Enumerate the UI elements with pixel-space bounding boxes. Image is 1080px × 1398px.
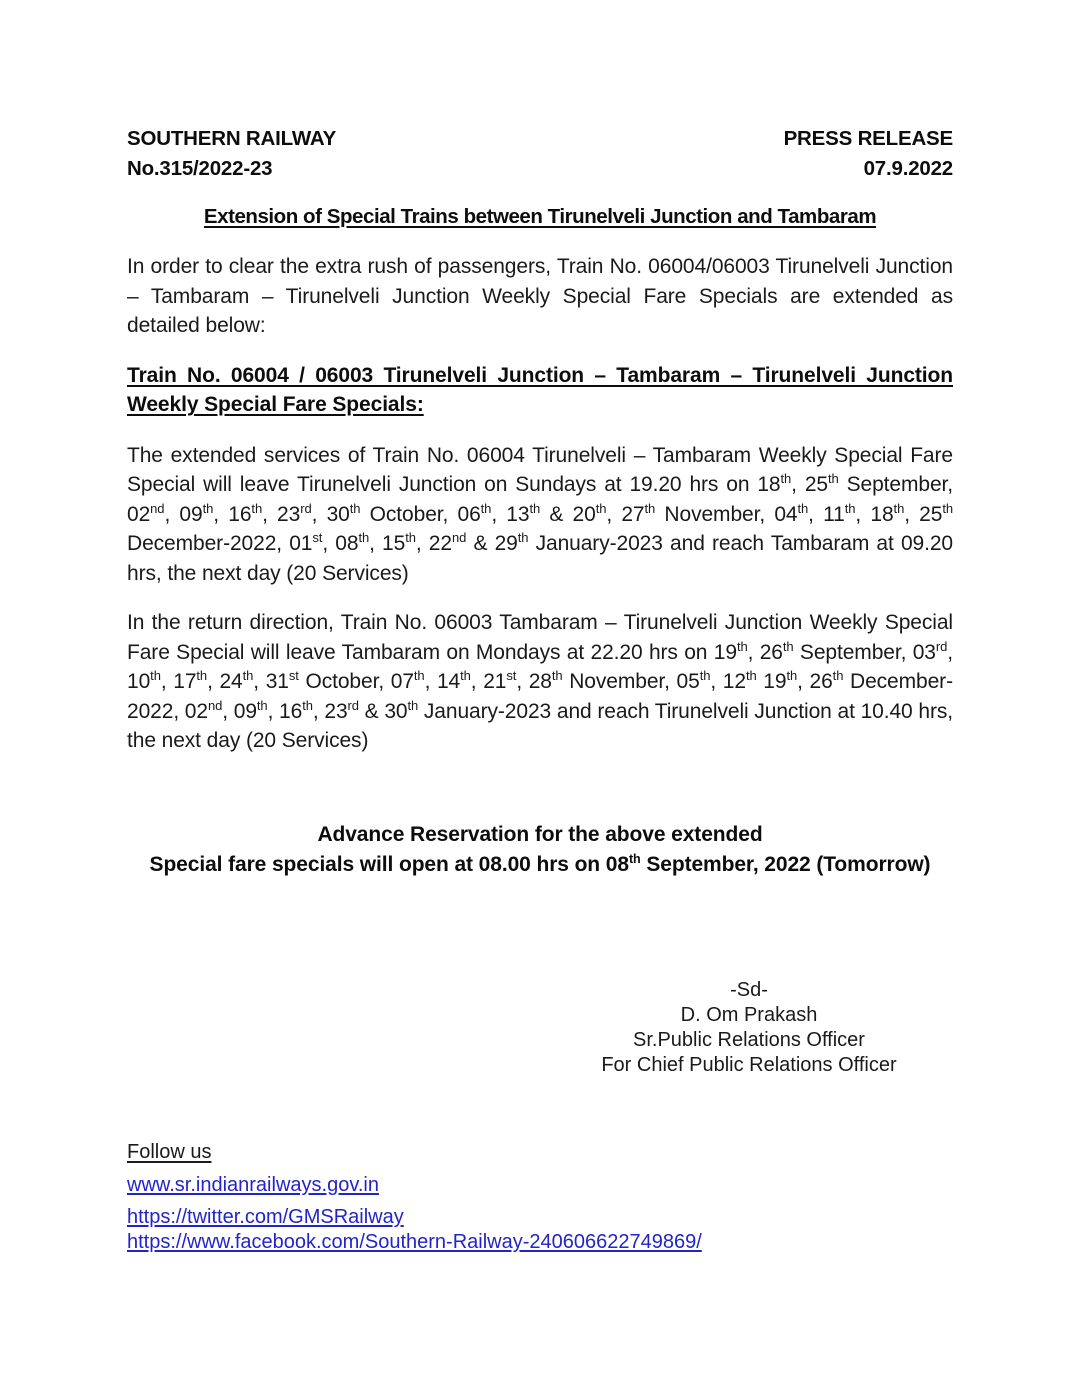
notice-line-2: Special fare specials will open at 08.00 hrs on 08th September, 2022 (Tomorrow)	[149, 851, 931, 876]
train-subheading-text: Train No. 06004 / 06003 Tirunelveli Junction – Tambaram – Tirunelveli Junction Weekly Special Fare Specials:	[127, 363, 953, 417]
page-title	[127, 204, 953, 231]
onward-lead-text: The extended services of Train No. 06004 Tirunelveli – Tambaram Weekly Special Fare Special will leave Tirunelveli Junction on Sundays at 19.20 hrs on	[127, 443, 953, 497]
signatory-name: D. Om Prakash	[680, 1003, 818, 1026]
train-subheading	[127, 361, 953, 420]
signature-block	[127, 978, 953, 1078]
signature-sd-mark: -Sd-	[730, 978, 768, 1001]
link-facebook[interactable]: https://www.facebook.com/Southern-Railway-240606622749869/	[127, 1230, 702, 1253]
footer-follow-us	[127, 1140, 953, 1255]
document-type-label: PRESS RELEASE	[783, 127, 953, 150]
onward-tail-text: and reach Tambaram at 09.20 hrs, the next day (20 Services)	[127, 532, 954, 585]
return-lead-text: In the return direction, Train No. 06003 Tambaram – Tirunelveli Junction Weekly Special Fare Special will leave Tambaram on Mondays at 22.20 hrs on	[127, 611, 953, 664]
link-website[interactable]: www.sr.indianrailways.gov.in	[127, 1173, 379, 1196]
signatory-on-behalf-of: For Chief Public Relations Officer	[601, 1053, 897, 1076]
header-row-reference	[127, 154, 953, 184]
onward-dates-list: 18th, 25th September, 02nd, 09th, 16th, 23rd, 30th October, 06th, 13th & 20th, 27th November, 04th, 11th, 18th, 25th December-2022, 01st, 08th, 15th, 22nd & 29th January-2023	[127, 471, 954, 556]
document-content	[127, 0, 953, 1255]
return-dates-list: 19th, 26th September, 03rd, 10th, 17th, 24th, 31st October, 07th, 14th, 21st, 28th November, 05th, 12th 19th, 26th December-2022, 02nd, 09th, 16th, 23rd & 30th January-2023	[127, 638, 953, 723]
return-tail-text: and reach Tirunelveli Junction at 10.40 hrs, the next day (20 Services)	[127, 699, 953, 753]
organization-name: SOUTHERN RAILWAY	[127, 127, 337, 150]
return-service-paragraph	[127, 608, 953, 756]
signatory-designation: Sr.Public Relations Officer	[633, 1028, 865, 1051]
header-row-organization	[127, 124, 953, 154]
follow-us-label: Follow us	[127, 1140, 212, 1163]
follow-us-label-wrap	[127, 1140, 953, 1173]
notice-line-1: Advance Reservation for the above extended	[317, 822, 763, 846]
intro-paragraph: In order to clear the extra rush of passengers, Train No. 06004/06003 Tirunelveli Junction – Tambaram – Tirunelveli Junction Weekly Special Fare Specials are extended as detailed below:	[127, 255, 953, 338]
link-twitter[interactable]: https://twitter.com/GMSRailway	[127, 1205, 404, 1228]
advance-reservation-notice	[127, 820, 953, 880]
page-title-text: Extension of Special Trains between Tirunelveli Junction and Tambaram	[203, 204, 877, 228]
document-header	[127, 0, 953, 185]
release-date: 07.9.2022	[863, 157, 953, 181]
reference-number: No.315/2022-23	[127, 157, 273, 181]
onward-service-paragraph	[127, 441, 953, 589]
